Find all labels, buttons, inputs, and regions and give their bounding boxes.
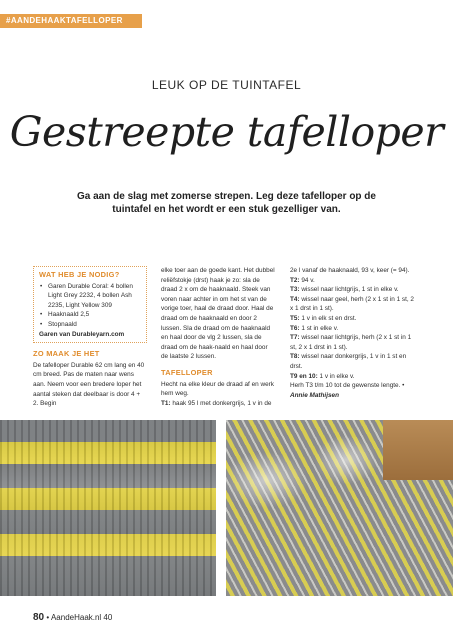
row-label: T3:	[290, 286, 300, 294]
row-text: 94 v.	[299, 276, 315, 284]
row-text: 1 v in elk st en drst.	[299, 314, 357, 322]
list-item: • Garen Durable Coral: 4 bollen Light Grey 2232, 4 bollen Ash 2235, Light Yellow 309	[39, 282, 142, 311]
materials-heading: WAT HEB JE NODIG?	[39, 270, 120, 279]
row-text: haak 95 l met donkergrijs, 1 v in de	[170, 399, 272, 407]
row-2	[290, 276, 416, 286]
row-text: wissel naar geel, herh (2 x 1 st in 1 st, 2 x 1 drst in 1 st).	[290, 295, 414, 313]
row-label: T6:	[290, 324, 300, 332]
row-label: T5:	[290, 314, 300, 322]
text-column-2	[161, 266, 275, 408]
row-text: 1 st in elke v.	[299, 324, 339, 332]
row-text: 1 v in elke v.	[317, 372, 355, 380]
how-heading: ZO MAAK JE HET	[33, 349, 100, 359]
repeat-instruction: Herh T3 t/m 10 tot de gewenste lengte. •	[290, 382, 405, 390]
row-label: T1:	[161, 399, 171, 407]
list-item: • Stopnaald	[39, 320, 142, 330]
row-label: T7:	[290, 334, 300, 342]
row-text: wissel naar lichtgrijs, 1 st in elke v.	[299, 286, 399, 294]
row-text: wissel naar lichtgrijs, herh (2 x 1 st in 1 st, 2 x 1 drst in 1 st).	[290, 334, 412, 351]
page-footer	[33, 612, 112, 623]
list-item: • Haaknaald 2,5	[39, 310, 142, 320]
materials-box	[33, 266, 147, 343]
row-8	[290, 352, 416, 371]
category-tag: #AANDEHAAKTAFELLOPER	[0, 14, 142, 28]
article-intro: Ga aan de slag met zomerse strepen. Leg deze tafelloper op de tuintafel en het wordt er een stuk gezelliger van.	[77, 191, 376, 215]
row-label: T9 en 10:	[290, 372, 318, 380]
publication-name: AandeHaak.nl 40	[50, 613, 113, 622]
row-label: T2:	[290, 276, 300, 284]
runner-note: Hecht na elke kleur de draad af en werk hem weg.	[161, 380, 274, 398]
table-runner-photo	[226, 420, 453, 596]
row-label: T8:	[290, 353, 300, 361]
crochet-closeup-photo	[0, 420, 216, 596]
row-4	[290, 295, 416, 314]
row-5	[290, 314, 416, 324]
wooden-table-detail	[383, 420, 453, 480]
text-column-1	[33, 266, 147, 409]
row-label: T4:	[290, 295, 300, 303]
row-1	[161, 399, 275, 409]
row-6	[290, 324, 416, 334]
row-9-10	[290, 372, 416, 382]
runner-heading: TAFELLOPER	[161, 367, 213, 377]
author-name: Annie Mathijsen	[290, 391, 340, 399]
yarn-source: Garen van Durableyarn.com	[39, 330, 125, 338]
materials-list	[39, 282, 142, 330]
page-number: 80	[33, 612, 45, 623]
row-1-continued: 2e l vanaf de haaknaald, 93 v, keer (= 94).	[290, 267, 410, 274]
row-text: wissel naar donkergrijs, 1 v in 1 st en drst.	[290, 353, 407, 370]
text-column-3	[290, 266, 416, 400]
article-title: Gestreepte tafelloper	[9, 108, 444, 156]
row-3	[290, 285, 416, 295]
article-kicker: LEUK OP DE TUINTAFEL	[151, 78, 302, 92]
row-7	[290, 333, 416, 352]
how-text: De tafelloper Durable 62 cm lang en 40 cm breed. Pas de maten naar wens aan. Neem voor een bredere loper het aantal steken dat deelbaar is door 4 + 2. Begin	[33, 361, 145, 408]
stitch-instructions: elke toer aan de goede kant. Het dubbel reliëfstokje (drst) haak je zo: sla de draad 2 x om de haaknaald. Steek van voren naar achter in om het st van de vorige toer, haal de draad door. Haal de draad om de haaknaald en door 2 lussen. Sla de draad om de haaknaald en haal door de vlg 2 lussen, sla de draad om de haak-naald en haal door de laatste 2 lussen.	[161, 267, 275, 361]
footer-separator: •	[46, 613, 50, 622]
